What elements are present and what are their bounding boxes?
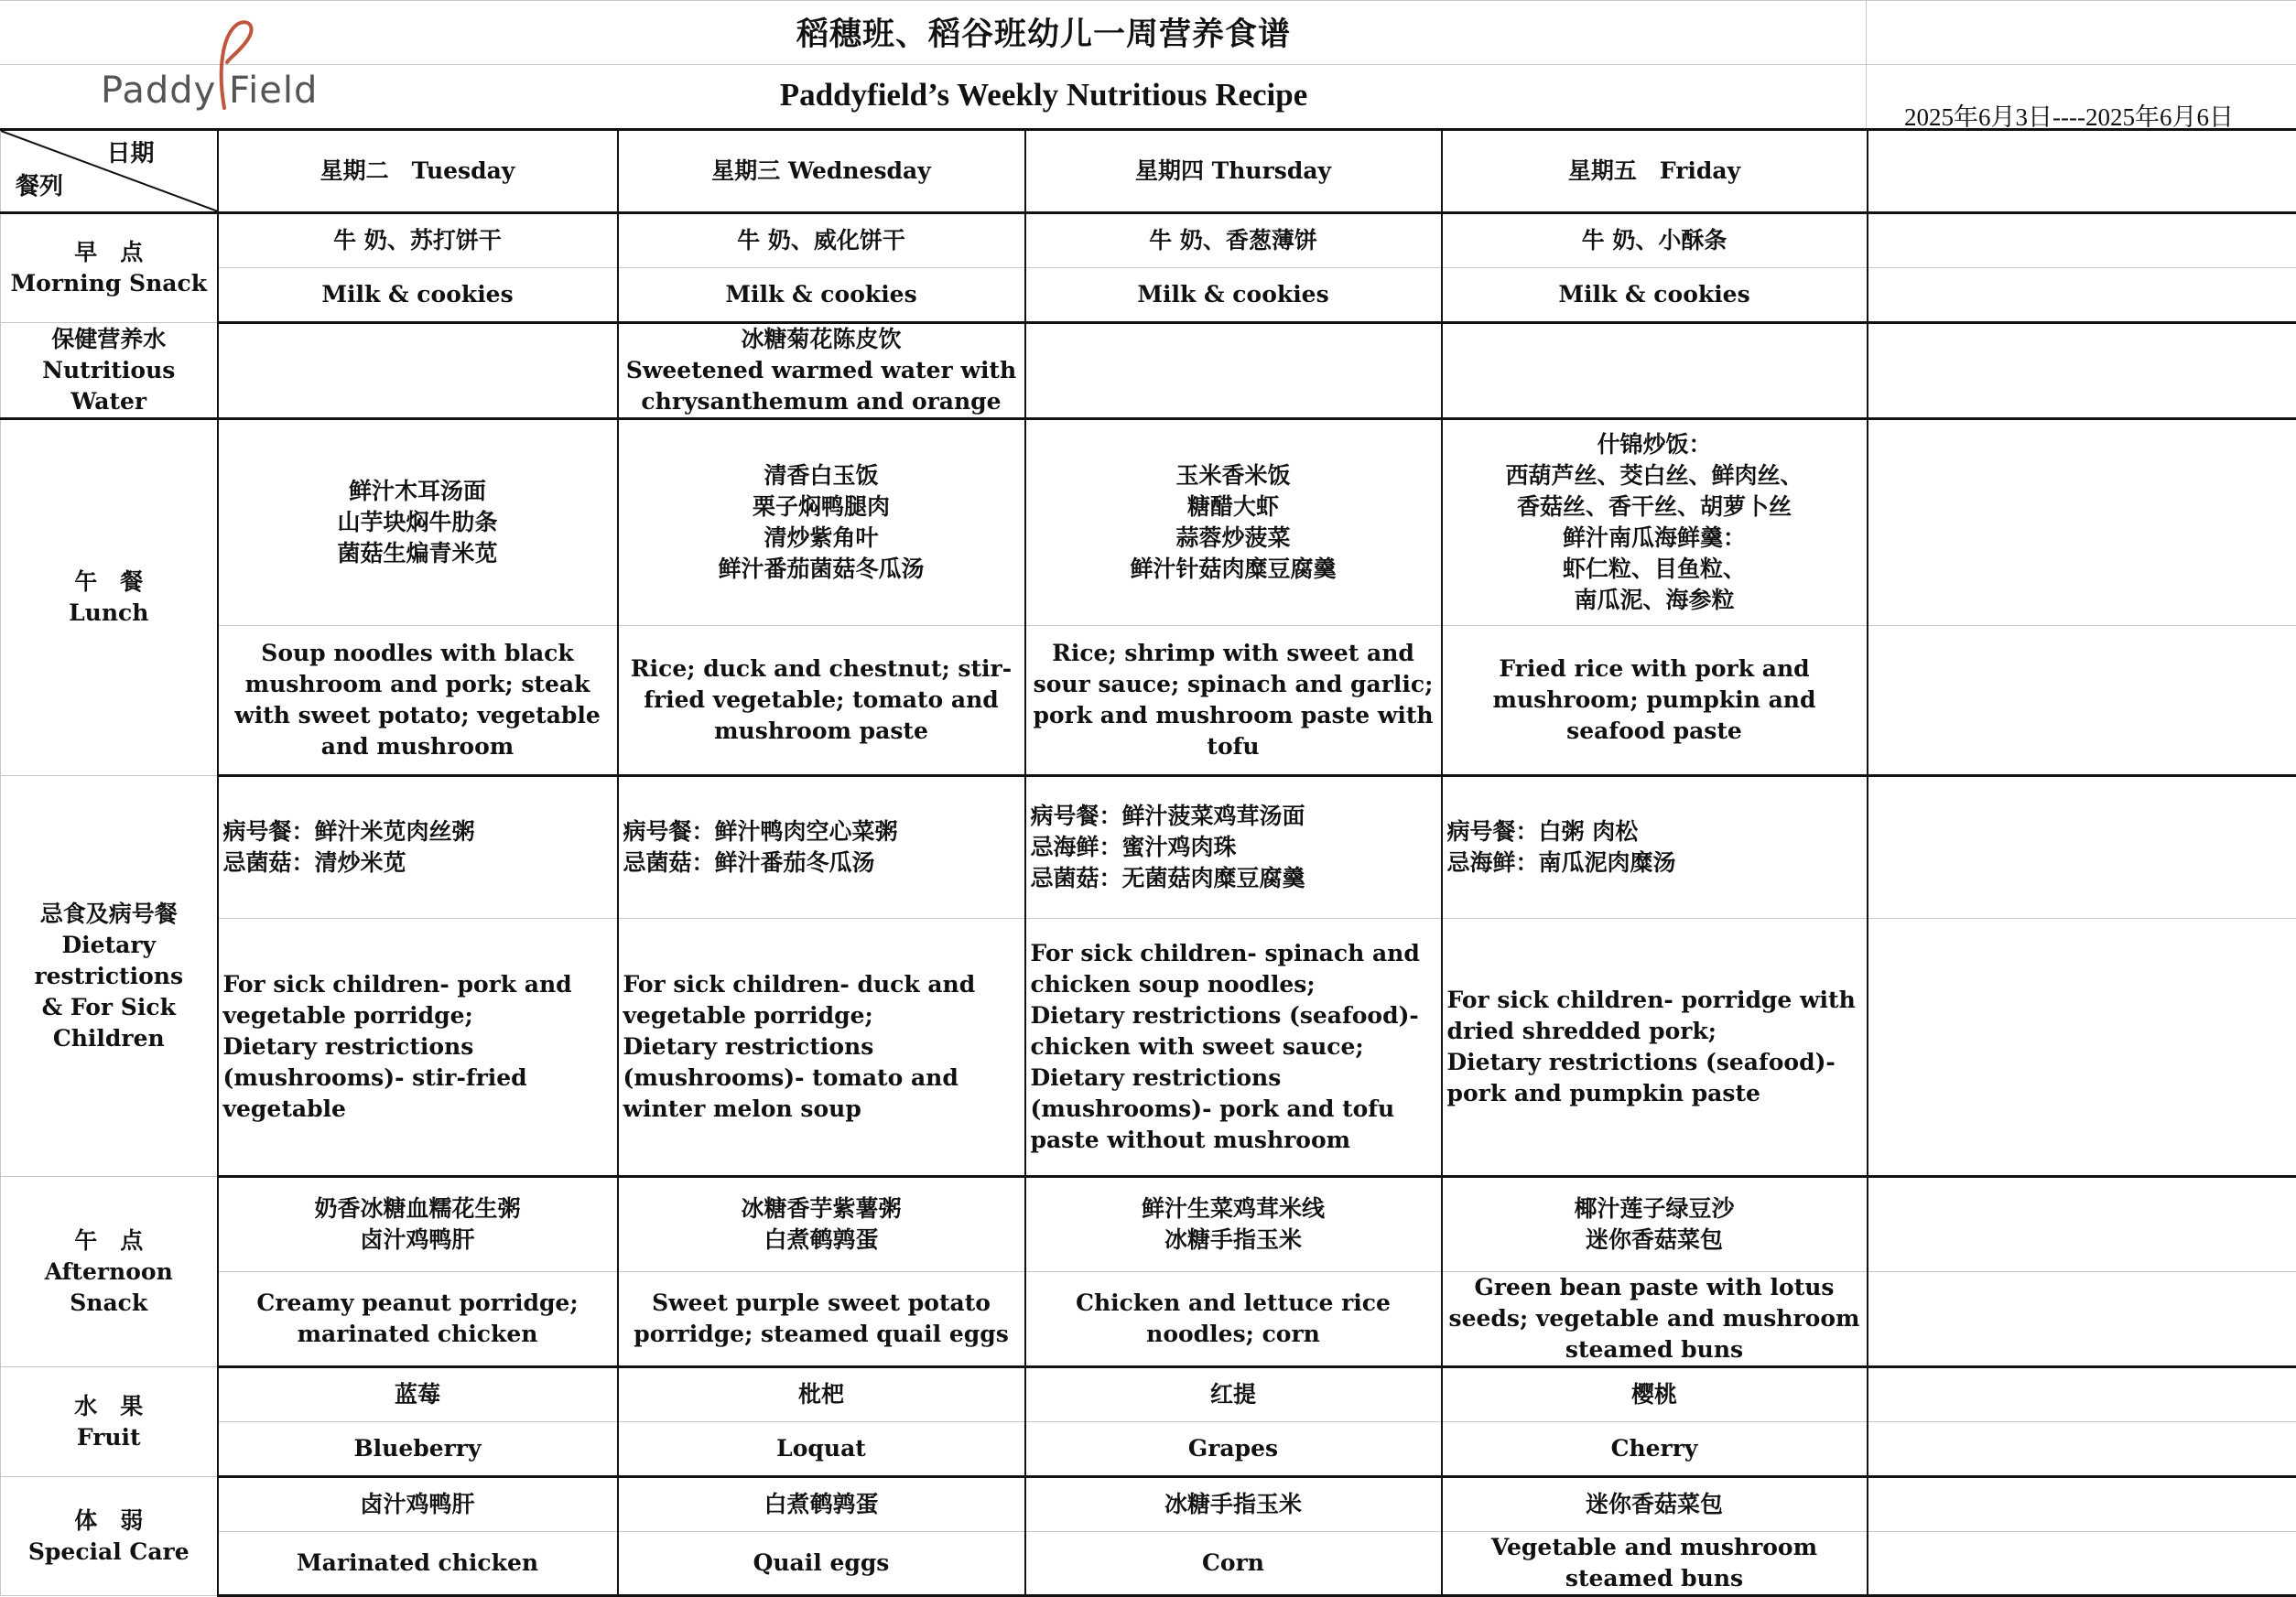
menu-cell bbox=[618, 419, 1025, 626]
row-label-fruit bbox=[1, 1367, 218, 1477]
menu-cell bbox=[1025, 419, 1442, 626]
row-label-cn: 午 餐 bbox=[5, 567, 213, 598]
afternoon-snack-row-en bbox=[1, 1272, 2296, 1367]
row-label-special-care bbox=[1, 1477, 218, 1596]
menu-line: 鲜汁南瓜海鲜羹： bbox=[1446, 523, 1863, 554]
row-label-en: Fruit bbox=[5, 1422, 213, 1453]
row-label-en: & For Sick bbox=[5, 992, 213, 1023]
menu-cell bbox=[618, 323, 1025, 419]
menu-line: For sick children- spinach and chicken soup noodles; bbox=[1031, 938, 1437, 1000]
menu-line: 栗子焖鸭腿肉 bbox=[623, 491, 1021, 523]
dietary-row-en bbox=[1, 919, 2296, 1177]
empty-cell bbox=[1868, 1477, 2296, 1532]
menu-line: Dietary restrictions (mushrooms)- tomato and winter melon soup bbox=[623, 1031, 1021, 1125]
menu-line: For sick children- pork and vegetable porridge; bbox=[223, 969, 613, 1031]
menu-line: 病号餐：鲜汁鸭肉空心菜粥 bbox=[623, 816, 1021, 847]
empty-cell bbox=[1868, 323, 2296, 419]
dietary-row-cn bbox=[1, 776, 2296, 919]
menu-cell bbox=[1442, 419, 1868, 626]
menu-cell: Corn bbox=[1025, 1532, 1442, 1596]
menu-cell bbox=[618, 919, 1025, 1177]
special-care-row-cn bbox=[1, 1477, 2296, 1532]
empty-cell bbox=[1868, 626, 2296, 776]
morning-snack-row-cn bbox=[1, 213, 2296, 268]
menu-cell bbox=[218, 919, 618, 1177]
menu-cell bbox=[618, 776, 1025, 919]
menu-line: 白煮鹌鹑蛋 bbox=[623, 1225, 1021, 1256]
menu-cell: Rice; duck and chestnut; stir-fried vegetable; tomato and mushroom paste bbox=[618, 626, 1025, 776]
menu-cell: Blueberry bbox=[218, 1422, 618, 1477]
row-label-lunch bbox=[1, 419, 218, 776]
menu-line: 病号餐：鲜汁菠菜鸡茸汤面 bbox=[1031, 801, 1437, 832]
menu-cell: Quail eggs bbox=[618, 1532, 1025, 1596]
row-label-cn: 保健营养水 bbox=[5, 324, 213, 355]
morning-snack-row-en bbox=[1, 268, 2296, 323]
menu-line: 迷你香菇菜包 bbox=[1446, 1225, 1863, 1256]
menu-cell: Milk & cookies bbox=[218, 268, 618, 323]
menu-cell: Creamy peanut porridge; marinated chicken bbox=[218, 1272, 618, 1367]
menu-cell bbox=[1025, 776, 1442, 919]
menu-line: 鲜汁木耳汤面 bbox=[222, 476, 613, 507]
menu-line: 忌菌菇：清炒米苋 bbox=[223, 847, 613, 879]
page-header bbox=[0, 0, 2296, 128]
special-care-row-en bbox=[1, 1532, 2296, 1596]
row-label-cn: 体 弱 bbox=[5, 1505, 213, 1537]
empty-cell bbox=[1868, 130, 2296, 213]
menu-cell: 冰糖手指玉米 bbox=[1025, 1477, 1442, 1532]
menu-line: 山芋块焖牛肋条 bbox=[222, 507, 613, 538]
row-label-en: Lunch bbox=[5, 598, 213, 629]
menu-cell: 牛 奶、苏打饼干 bbox=[218, 213, 618, 268]
empty-cell bbox=[1868, 919, 2296, 1177]
menu-cell bbox=[618, 1177, 1025, 1272]
menu-line: 忌菌菇：鲜汁番茄冬瓜汤 bbox=[623, 847, 1021, 879]
empty-cell bbox=[1025, 323, 1442, 419]
menu-en: Sweetened warmed water with chrysanthemum and orange bbox=[623, 355, 1021, 417]
fruit-row-en bbox=[1, 1422, 2296, 1477]
row-label-cn: 水 果 bbox=[5, 1391, 213, 1422]
menu-line: 奶香冰糖血糯花生粥 bbox=[222, 1193, 613, 1225]
menu-line: 椰汁莲子绿豆沙 bbox=[1446, 1193, 1863, 1225]
afternoon-snack-row-cn bbox=[1, 1177, 2296, 1272]
menu-line: 什锦炒饭： bbox=[1446, 429, 1863, 460]
menu-cell: Milk & cookies bbox=[1442, 268, 1868, 323]
menu-cell bbox=[218, 1177, 618, 1272]
menu-line: 卤汁鸡鸭肝 bbox=[222, 1225, 613, 1256]
empty-cell bbox=[1868, 1367, 2296, 1422]
menu-cell: Rice; shrimp with sweet and sour sauce; spinach and garlic; pork and mushroom paste with tofu bbox=[1025, 626, 1442, 776]
empty-cell bbox=[1868, 1272, 2296, 1367]
menu-cell: 牛 奶、香葱薄饼 bbox=[1025, 213, 1442, 268]
menu-line: 糖醋大虾 bbox=[1030, 491, 1437, 523]
menu-line: For sick children- duck and vegetable porridge; bbox=[623, 969, 1021, 1031]
menu-cell: 牛 奶、小酥条 bbox=[1442, 213, 1868, 268]
menu-cn: 冰糖菊花陈皮饮 bbox=[623, 324, 1021, 355]
menu-cell bbox=[1025, 1177, 1442, 1272]
diagonal-header-cell bbox=[1, 130, 218, 213]
menu-line: 忌海鲜：南瓜泥肉糜汤 bbox=[1447, 847, 1863, 879]
row-label-morning-snack bbox=[1, 213, 218, 323]
menu-line: 南瓜泥、海参粒 bbox=[1446, 585, 1863, 616]
page-title-cn: 稻穗班、稻谷班幼儿一周营养食谱 bbox=[0, 9, 2087, 55]
water-row bbox=[1, 323, 2296, 419]
empty-cell bbox=[1868, 1177, 2296, 1272]
menu-cell: Fried rice with pork and mushroom; pumpkin and seafood paste bbox=[1442, 626, 1868, 776]
menu-cell: Soup noodles with black mushroom and pork; steak with sweet potato; vegetable and mushroom bbox=[218, 626, 618, 776]
menu-line: 病号餐：白粥 肉松 bbox=[1447, 816, 1863, 847]
row-label-en: Afternoon Snack bbox=[5, 1257, 213, 1319]
menu-line: Dietary restrictions (mushrooms)- stir-fried vegetable bbox=[223, 1031, 613, 1125]
menu-line: 清炒紫角叶 bbox=[623, 523, 1021, 554]
menu-line: 病号餐：鲜汁米苋肉丝粥 bbox=[223, 816, 613, 847]
row-label-dietary bbox=[1, 776, 218, 1177]
menu-line: Dietary restrictions (seafood)- pork and pumpkin paste bbox=[1447, 1047, 1863, 1109]
menu-cell: Marinated chicken bbox=[218, 1532, 618, 1596]
menu-cell: 蓝莓 bbox=[218, 1367, 618, 1422]
menu-cell: 红提 bbox=[1025, 1367, 1442, 1422]
fruit-row-cn bbox=[1, 1367, 2296, 1422]
day-header-wednesday: 星期三 Wednesday bbox=[618, 130, 1025, 213]
empty-cell bbox=[1868, 776, 2296, 919]
menu-line: 菌菇生煸青米苋 bbox=[222, 538, 613, 569]
row-label-en: Morning Snack bbox=[5, 268, 213, 299]
empty-cell bbox=[1868, 1422, 2296, 1477]
menu-cell: 牛 奶、威化饼干 bbox=[618, 213, 1025, 268]
empty-cell bbox=[1868, 419, 2296, 626]
menu-cell bbox=[1442, 776, 1868, 919]
menu-cell: Chicken and lettuce rice noodles; corn bbox=[1025, 1272, 1442, 1367]
day-header-friday: 星期五 Friday bbox=[1442, 130, 1868, 213]
menu-line: 西葫芦丝、茭白丝、鲜肉丝、 bbox=[1446, 460, 1863, 491]
row-label-en: Dietary restrictions bbox=[5, 930, 213, 992]
menu-cell bbox=[1442, 1177, 1868, 1272]
menu-line: 鲜汁番茄菌菇冬瓜汤 bbox=[623, 554, 1021, 585]
menu-cell: Milk & cookies bbox=[618, 268, 1025, 323]
menu-line: 玉米香米饭 bbox=[1030, 460, 1437, 491]
menu-cell: Milk & cookies bbox=[1025, 268, 1442, 323]
menu-line: For sick children- porridge with dried shredded pork; bbox=[1447, 985, 1863, 1047]
day-header-thursday: 星期四 Thursday bbox=[1025, 130, 1442, 213]
date-label: 日期 bbox=[106, 138, 154, 169]
menu-line: 香菇丝、香干丝、胡萝卜丝 bbox=[1446, 491, 1863, 523]
menu-line: Dietary restrictions (seafood)- chicken with sweet sauce; bbox=[1031, 1000, 1437, 1063]
menu-line: 鲜汁针菇肉糜豆腐羹 bbox=[1030, 554, 1437, 585]
row-label-cn: 忌食及病号餐 bbox=[5, 899, 213, 930]
meal-label: 餐列 bbox=[16, 171, 63, 202]
menu-cell bbox=[218, 419, 618, 626]
menu-line: 清香白玉饭 bbox=[623, 460, 1021, 491]
menu-cell: Sweet purple sweet potato porridge; steamed quail eggs bbox=[618, 1272, 1025, 1367]
menu-line: 蒜蓉炒菠菜 bbox=[1030, 523, 1437, 554]
menu-cell: Cherry bbox=[1442, 1422, 1868, 1477]
empty-cell bbox=[218, 323, 618, 419]
empty-cell bbox=[1868, 213, 2296, 268]
menu-cell bbox=[218, 776, 618, 919]
date-range: 2025年6月3日----2025年6月6日 bbox=[1904, 97, 2234, 133]
empty-cell bbox=[1868, 268, 2296, 323]
menu-line: 冰糖香芋紫薯粥 bbox=[623, 1193, 1021, 1225]
row-label-en: Nutritious Water bbox=[5, 355, 213, 417]
logo-text: Paddy Field bbox=[101, 70, 318, 112]
menu-cell: Loquat bbox=[618, 1422, 1025, 1477]
menu-cell bbox=[1442, 919, 1868, 1177]
menu-cell: 枇杷 bbox=[618, 1367, 1025, 1422]
menu-line: 鲜汁生菜鸡茸米线 bbox=[1030, 1193, 1437, 1225]
empty-cell bbox=[1868, 1532, 2296, 1596]
row-label-cn: 午 点 bbox=[5, 1225, 213, 1257]
row-label-en: Special Care bbox=[5, 1537, 213, 1568]
row-label-cn: 早 点 bbox=[5, 237, 213, 268]
row-label-en: Children bbox=[5, 1023, 213, 1054]
menu-cell: 樱桃 bbox=[1442, 1367, 1868, 1422]
empty-cell bbox=[1442, 323, 1868, 419]
menu-cell: Vegetable and mushroom steamed buns bbox=[1442, 1532, 1868, 1596]
menu-line: 冰糖手指玉米 bbox=[1030, 1225, 1437, 1256]
weekly-menu-table bbox=[0, 128, 2296, 1597]
menu-cell: 白煮鹌鹑蛋 bbox=[618, 1477, 1025, 1532]
day-header-tuesday: 星期二 Tuesday bbox=[218, 130, 618, 213]
menu-cell: Grapes bbox=[1025, 1422, 1442, 1477]
menu-line: 忌海鲜：蜜汁鸡肉珠 bbox=[1031, 832, 1437, 863]
row-label-afternoon-snack bbox=[1, 1177, 218, 1367]
lunch-row-en bbox=[1, 626, 2296, 776]
menu-cell: 卤汁鸡鸭肝 bbox=[218, 1477, 618, 1532]
menu-line: 忌菌菇：无菌菇肉糜豆腐羹 bbox=[1031, 863, 1437, 894]
menu-line: Dietary restrictions (mushrooms)- pork and tofu paste without mushroom bbox=[1031, 1063, 1437, 1156]
lunch-row-cn bbox=[1, 419, 2296, 626]
row-label-water bbox=[1, 323, 218, 419]
header-row bbox=[1, 130, 2296, 213]
menu-cell bbox=[1025, 919, 1442, 1177]
menu-line: 虾仁粒、目鱼粒、 bbox=[1446, 554, 1863, 585]
menu-cell: Green bean paste with lotus seeds; vegetable and mushroom steamed buns bbox=[1442, 1272, 1868, 1367]
page-title-en: Paddyfield’s Weekly Nutritious Recipe bbox=[0, 77, 2087, 113]
menu-cell: 迷你香菇菜包 bbox=[1442, 1477, 1868, 1532]
